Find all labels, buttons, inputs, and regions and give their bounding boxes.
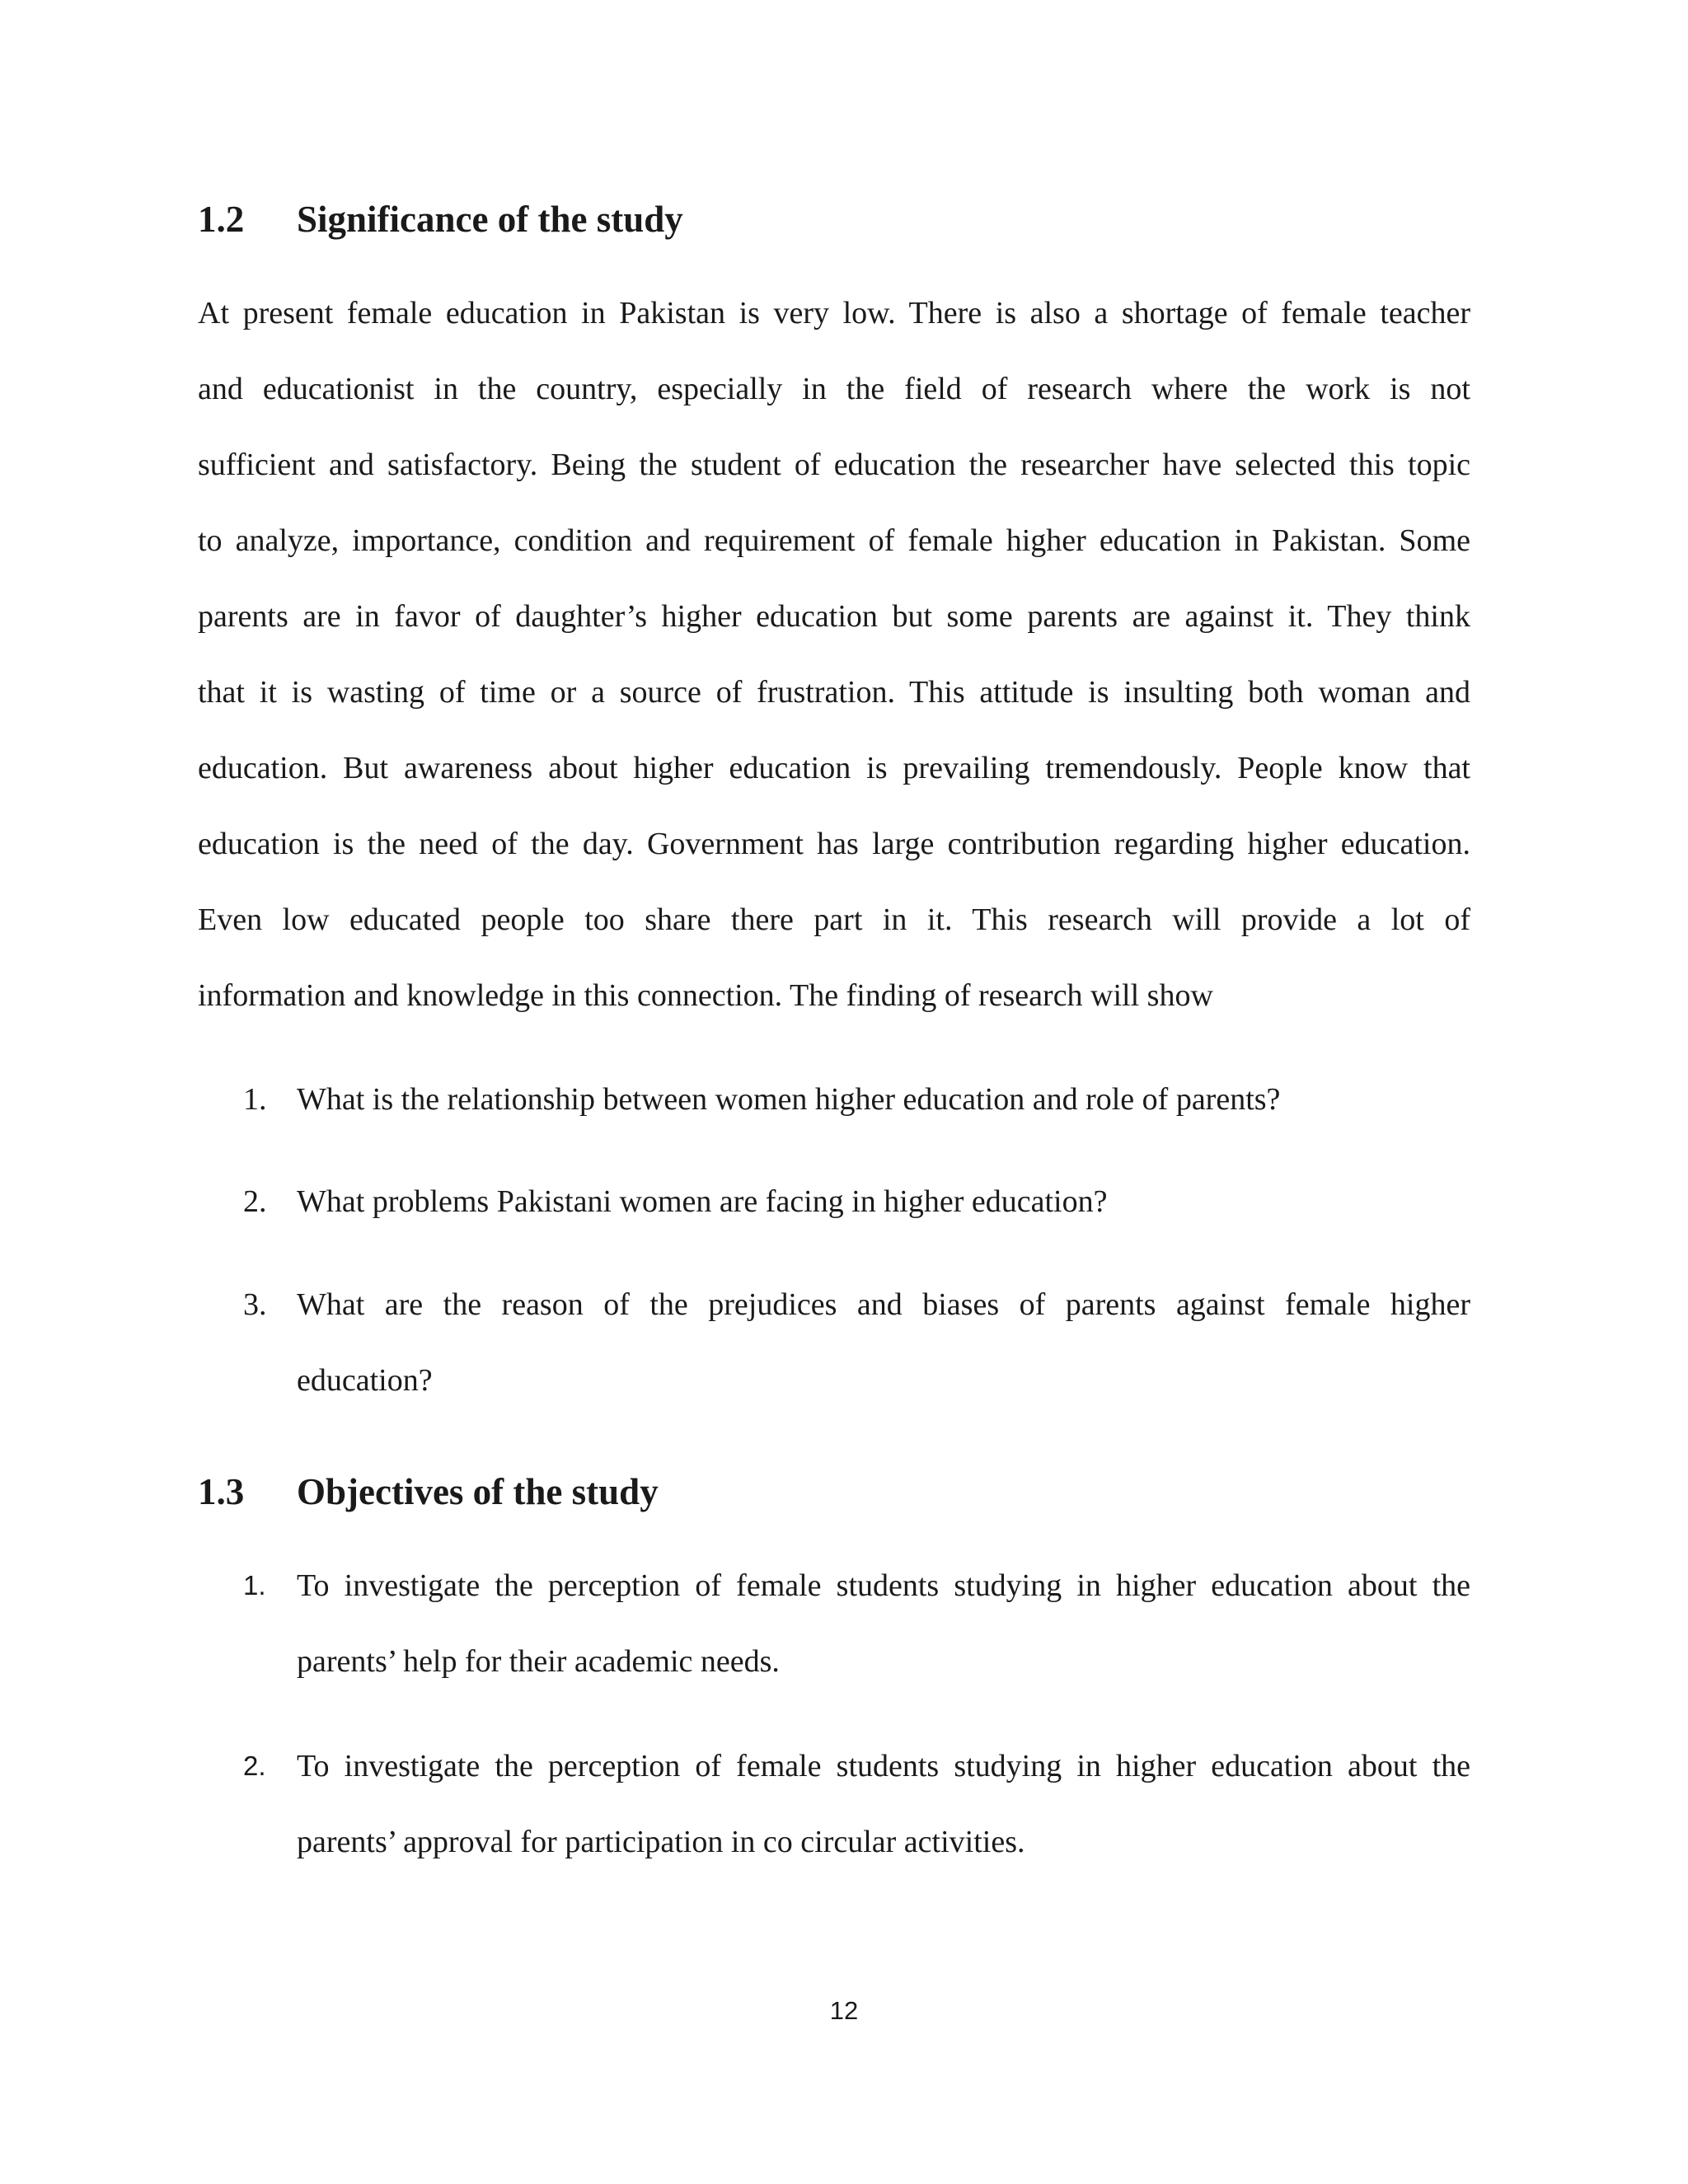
question-text: education? <box>297 1363 433 1398</box>
paragraph-line: that it is wasting of time or a source of frustration. This attitude is insulting both woman and <box>198 675 1470 710</box>
list-marker: 2. <box>243 1750 266 1781</box>
question-text: What is the relationship between women higher education and role of parents? <box>297 1082 1281 1117</box>
list-marker: 1. <box>243 1082 267 1117</box>
section-title: Objectives of the study <box>297 1471 659 1512</box>
list-marker: 3. <box>243 1287 267 1322</box>
list-marker: 2. <box>243 1184 267 1219</box>
paragraph-line: sufficient and satisfactory. Being the student of education the researcher have selected this topic <box>198 448 1470 482</box>
page-number: 12 <box>829 1996 859 2025</box>
section-number: 1.2 <box>198 199 245 240</box>
paragraph-line: education is the need of the day. Government has large contribution regarding higher education. <box>198 827 1470 861</box>
paragraph-line: and educationist in the country, especially in the field of research where the work is not <box>198 372 1470 406</box>
paragraph-line: parents are in favor of daughter’s higher education but some parents are against it. They think <box>198 599 1470 634</box>
objective-text: To investigate the perception of female students studying in higher education about the <box>297 1568 1470 1603</box>
list-marker: 1. <box>243 1570 266 1601</box>
paragraph-line: Even low educated people too share there part in it. This research will provide a lot of <box>198 902 1470 937</box>
section-heading-significance <box>198 194 683 244</box>
objective-text: To investigate the perception of female students studying in higher education about the <box>297 1749 1470 1783</box>
paragraph-line: education. But awareness about higher education is prevailing tremendously. People know that <box>198 751 1470 785</box>
section-heading-objectives <box>198 1467 659 1516</box>
section-title: Significance of the study <box>297 199 683 240</box>
objective-text: parents’ help for their academic needs. <box>297 1644 780 1679</box>
paragraph-line: to analyze, importance, condition and requirement of female higher education in Pakistan. Some <box>198 523 1470 558</box>
significance-paragraph <box>198 275 1470 1033</box>
section-number: 1.3 <box>198 1471 245 1512</box>
objective-text: parents’ approval for participation in co circular activities. <box>297 1825 1025 1859</box>
paragraph-line: information and knowledge in this connection. The finding of research will show <box>198 978 1213 1013</box>
paragraph-line: At present female education in Pakistan is very low. There is also a shortage of female teacher <box>198 296 1470 330</box>
question-text: What are the reason of the prejudices and biases of parents against female higher <box>297 1287 1470 1322</box>
question-text: What problems Pakistani women are facing in higher education? <box>297 1184 1108 1219</box>
